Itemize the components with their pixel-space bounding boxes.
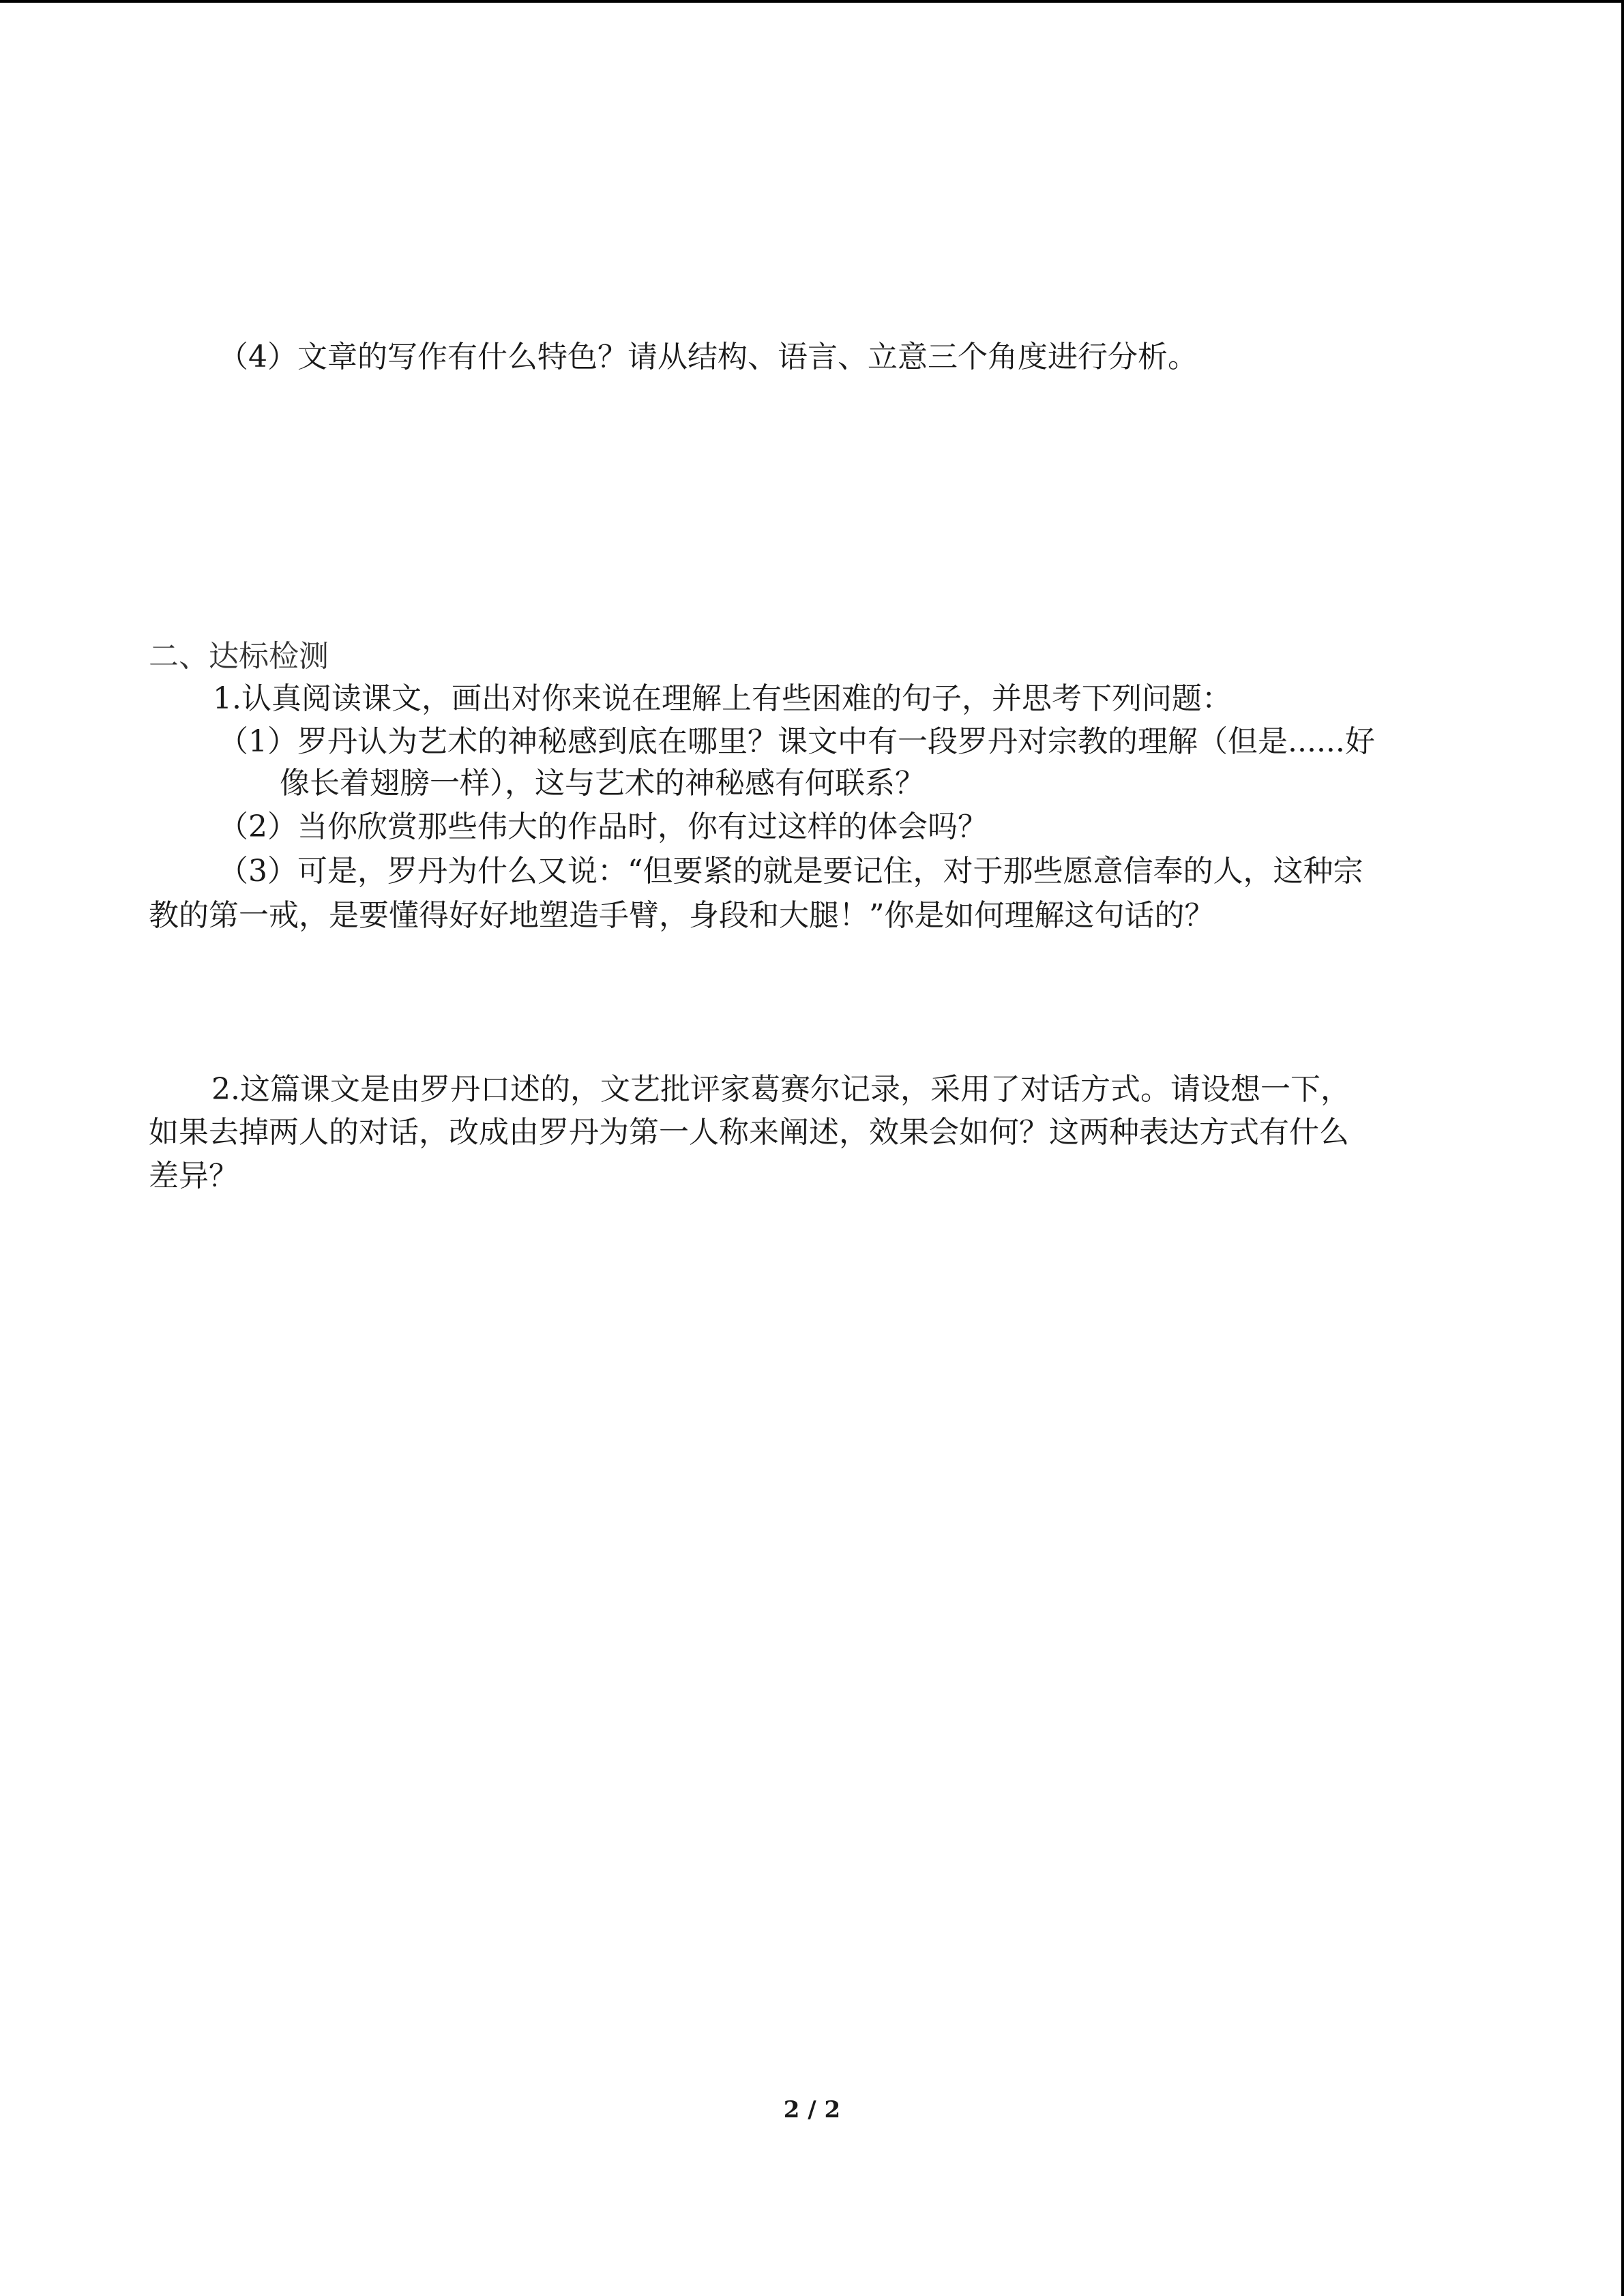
item-2-line-2: 如果去掉两人的对话，改成由罗丹为第一人称来阐述，效果会如何？这两种表达方式有什么: [149, 1115, 1349, 1150]
question-4: （4）文章的写作有什么特色？请从结构、语言、立意三个角度进行分析。: [218, 340, 1198, 374]
item-1-intro: 1.认真阅读课文，画出对你来说在理解上有些困难的句子，并思考下列问题：: [213, 681, 1232, 716]
page-number: 2 / 2: [783, 2096, 841, 2123]
item-2-line-3: 差异？: [149, 1159, 239, 1193]
item-1-question-1-line-2: 像长着翅膀一样），这与艺术的神秘感有何联系？: [280, 766, 925, 801]
page-right-border: [1621, 0, 1624, 2296]
item-2-line-1: 2.这篇课文是由罗丹口述的，文艺批评家葛赛尔记录，采用了对话方式。请设想一下，: [211, 1072, 1350, 1107]
item-1-question-3-line-2: 教的第一戒，是要懂得好好地塑造手臂，身段和大腿！”你是如何理解这句话的？: [149, 898, 1215, 933]
item-1-question-1-line-1: （1）罗丹认为艺术的神秘感到底在哪里？课文中有一段罗丹对宗教的理解（但是......好: [218, 724, 1375, 759]
item-1-question-3-line-1: （3）可是，罗丹为什么又说：“但要紧的就是要记住，对于那些愿意信奉的人，这种宗: [218, 854, 1363, 889]
item-1-question-2: （2）当你欣赏那些伟大的作品时，你有过这样的体会吗？: [218, 809, 988, 844]
section-heading: 二、达标检测: [149, 639, 329, 674]
page-top-border: [0, 0, 1624, 3]
